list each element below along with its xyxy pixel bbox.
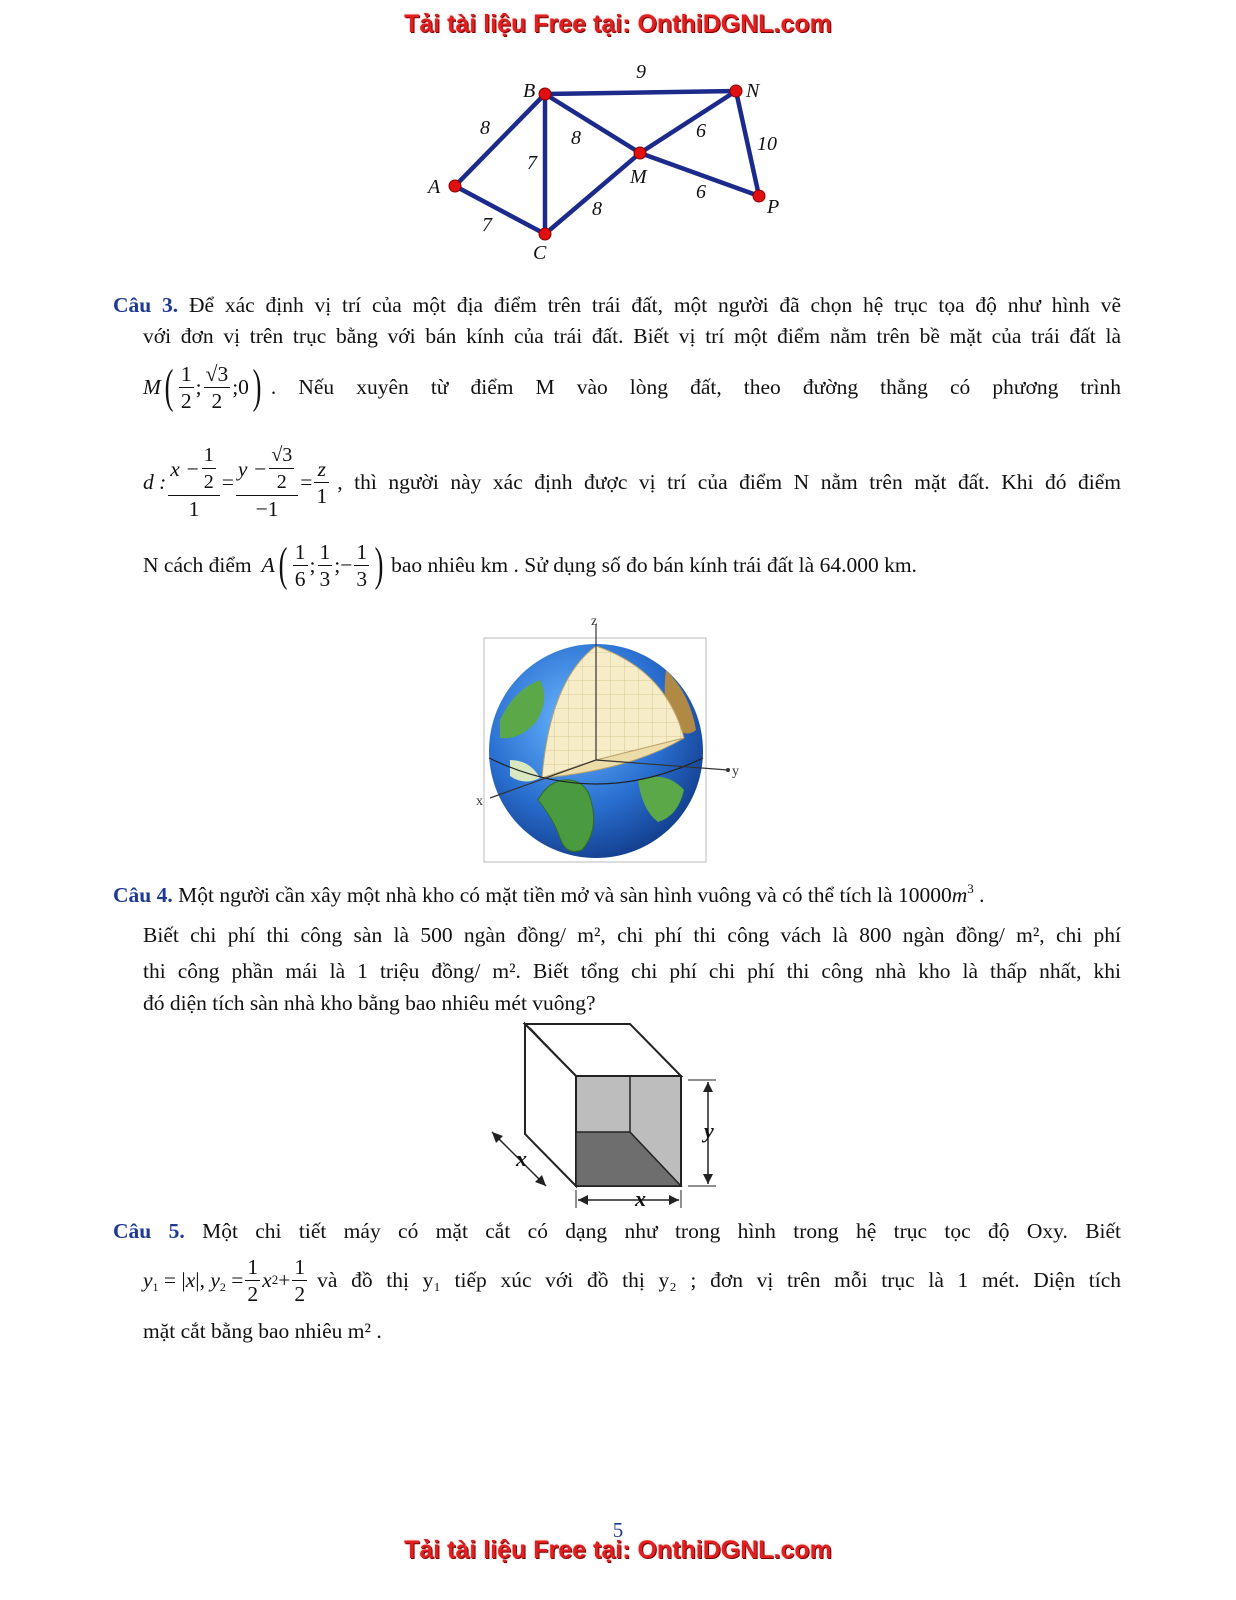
node-b — [539, 88, 551, 100]
label-p: P — [767, 196, 780, 218]
warehouse-box-figure — [480, 1018, 740, 1218]
point-m-x: $\frac{1}{2}$ — [180, 361, 192, 413]
line-d-term-1: x − $\frac{1}{2}$ 1 — [168, 442, 219, 522]
edge-np — [736, 91, 759, 196]
node-a — [449, 180, 461, 192]
label-m: M — [630, 166, 647, 188]
weight-bm: 8 — [571, 127, 581, 149]
y-axis-label: y — [732, 764, 739, 779]
line-d-name: d : — [143, 470, 167, 494]
q4-line-4 — [143, 988, 1121, 1018]
q5-text-2: và đồ thị y₁ tiếp xúc với đồ thị y₂ ; đơn vị trên mỗi trục là 1 mét. Diện tích — [317, 1268, 1121, 1292]
node-p — [753, 190, 765, 202]
edge-mn — [640, 91, 736, 153]
label-b: B — [523, 80, 536, 102]
weight-np: 10 — [757, 133, 777, 155]
point-m-name: M — [143, 375, 161, 399]
q4-text-2: Biết chi phí thi công sàn là 500 ngàn đồng/ m², chi phí thi công vách là 800 ngàn đồng/ m², chi phí — [143, 923, 1121, 947]
bottom-banner[interactable]: Tải tài liệu Free tại: OnthiDGNL.com — [404, 1536, 832, 1564]
q4-label: Câu 4. — [113, 883, 173, 907]
edge-bm — [545, 94, 640, 153]
edge-cm — [545, 153, 640, 234]
q5-line-2: $y_1 = |x|$, $y_2$ = $\frac{1}{2}$ x 2 + $\frac{1}{2}$ và đồ thị y₁ tiếp xúc với đồ thị y₂ ; đơn vị trên mỗi trục là 1 mét. Diện tích — [143, 1254, 1121, 1306]
q3-line-4: d : x − $\frac{1}{2}$ 1 = y − $\frac{√3}{2}$ −1 = $\frac{z}{1}$ , thì người này xác định được vị trí của điểm N nằm trên mặt đất. Khi đó điểm — [143, 444, 1121, 521]
q4-line-3 — [143, 956, 1121, 986]
line-d-term-3: $\frac{z}{1}$ — [316, 456, 328, 508]
weight-mp: 6 — [696, 181, 706, 203]
q3-line-5: N cách điểm A ( $\frac{1}{6}$ ; $\frac{1}{3}$ ;− $\frac{1}{3}$ ) bao nhiêu km . Sử dụng số đo bán kính trái đất là 64.000 km. — [143, 538, 917, 591]
edge-bn — [545, 91, 736, 94]
q5-label: Câu 5. — [113, 1219, 185, 1243]
point-m-y: $\frac{√3}{2}$ — [205, 361, 229, 413]
y-label: y — [704, 1118, 714, 1143]
q3-text-2: với đơn vị trên trục bằng với bán kính của trái đất. Biết vị trí một điểm nằm trên bề mặt của trái đất là — [143, 324, 1121, 348]
q4-text-4: đó diện tích sàn nhà kho bằng bao nhiêu mét vuông? — [143, 991, 596, 1015]
q3-text-5b: bao nhiêu km . Sử dụng số đo bán kính trái đất là 64.000 km. — [391, 553, 917, 577]
q3-label: Câu 3. — [113, 293, 179, 317]
q3-text-5a: N cách điểm — [143, 553, 252, 577]
weight-ac: 7 — [482, 214, 492, 236]
line-d-term-2: y − $\frac{√3}{2}$ −1 — [236, 442, 298, 522]
weighted-graph — [420, 58, 820, 268]
q3-text-1: Để xác định vị trí của một địa điểm trên trái đất, một người đã chọn hệ trục tọa độ như hình vẽ — [188, 293, 1122, 317]
weight-bn: 9 — [636, 61, 646, 83]
q4-text-3: thi công phần mái là 1 triệu đồng/ m². Biết tổng chi phí chi phí thi công nhà kho là thấp nhất, khi — [143, 959, 1121, 983]
x-axis-label: x — [476, 794, 483, 809]
weight-bc: 7 — [527, 152, 537, 174]
weight-cm: 8 — [592, 198, 602, 220]
label-c: C — [533, 242, 547, 264]
q4-text-1: Một người cần xây một nhà kho có mặt tiền mở và sàn hình vuông và có thể tích là 10000 — [178, 883, 952, 907]
node-m — [634, 147, 646, 159]
q3-line-1 — [113, 290, 1121, 320]
q3-line-3: M ( $\frac{1}{2}$ ; $\frac{√3}{2}$ ;0 ) . Nếu xuyên từ điểm M vào lòng đất, theo đường thẳng có phương trình — [143, 360, 1121, 413]
node-c — [539, 228, 551, 240]
x-bottom-label: x — [635, 1186, 646, 1211]
q5-text-3: mặt cắt bằng bao nhiêu m² . — [143, 1319, 382, 1343]
point-m-z: ;0 — [232, 375, 249, 399]
x-left-label: x — [516, 1146, 527, 1171]
weight-mn: 6 — [696, 120, 706, 142]
page-number: 5 — [612, 1518, 624, 1542]
z-axis-label: z — [591, 614, 598, 629]
q3-text-3: . Nếu xuyên từ điểm M vào lòng đất, theo đường thẳng có phương trình — [270, 375, 1121, 399]
q5-line-1 — [113, 1216, 1121, 1246]
point-a-name: A — [261, 553, 275, 577]
globe-figure — [470, 610, 750, 866]
q5-text-1: Một chi tiết máy có mặt cắt có dạng như trong hình trong hệ trục tọc độ Oxy. Biết — [202, 1219, 1122, 1243]
top-banner[interactable]: Tải tài liệu Free tại: OnthiDGNL.com — [404, 10, 832, 38]
q3-text-4: , thì người này xác định được vị trí của điểm N nằm trên mặt đất. Khi đó điểm — [337, 470, 1121, 494]
q4-line-2 — [143, 920, 1121, 950]
weight-ab: 8 — [480, 117, 490, 139]
q3-line-2 — [143, 321, 1121, 351]
q5-formula: $y_1 = |x|$, $y_2$ = — [143, 1268, 244, 1294]
node-n — [730, 85, 742, 97]
q4-line-1: Câu 4. Một người cần xây một nhà kho có mặt tiền mở và sàn hình vuông và có thể tích là $10000m^3$ . — [113, 881, 985, 907]
label-n: N — [746, 80, 760, 102]
label-a: A — [428, 176, 441, 198]
q5-line-3 — [143, 1316, 1121, 1346]
edge-ac — [455, 186, 545, 234]
